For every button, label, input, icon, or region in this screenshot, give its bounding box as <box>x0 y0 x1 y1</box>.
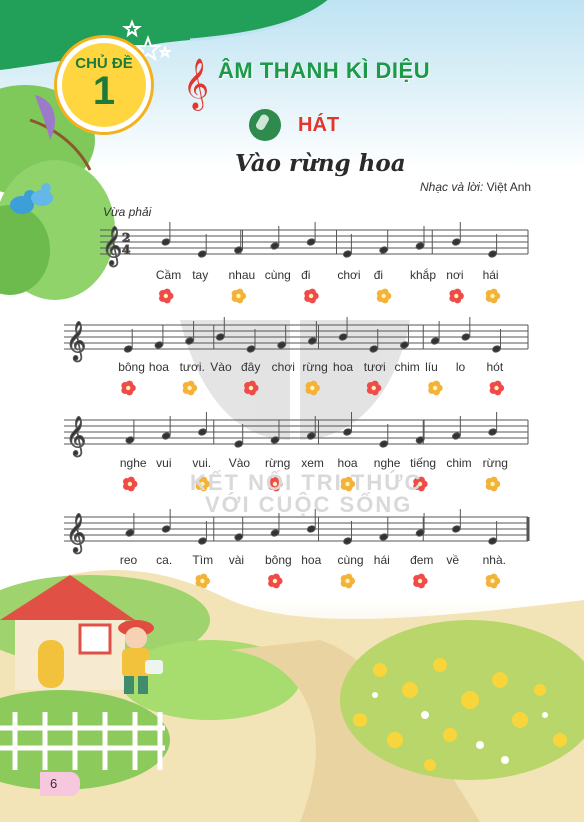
lyric-syllable: nhà. <box>482 553 506 567</box>
lyric-syllable: Tìm <box>192 553 214 567</box>
flower-icon <box>486 477 500 492</box>
lyric-syllable: rừng <box>482 456 508 470</box>
note-head <box>306 238 316 246</box>
flower-icon <box>341 574 355 589</box>
lyric-syllable: hoa <box>333 360 354 374</box>
song-credit <box>420 180 531 194</box>
note-head <box>452 238 462 246</box>
lyric-syllable: nghe <box>373 456 401 470</box>
note-head <box>198 428 208 436</box>
note-head <box>452 432 462 440</box>
watermark-line-2: VỚI CUỘC SỐNG <box>205 492 413 517</box>
lyric-syllable: về <box>446 553 460 567</box>
note-head <box>270 242 280 250</box>
flower-icon <box>232 289 246 304</box>
tempo-marking: Vừa phải <box>103 205 152 219</box>
note-head <box>154 341 164 349</box>
lyric-syllable: vui. <box>192 456 212 470</box>
note-head <box>452 525 462 533</box>
section-label: HÁT <box>298 114 340 136</box>
note-head <box>379 246 389 254</box>
topic-number: 1 <box>92 69 116 113</box>
lyric-syllable: đây <box>240 360 261 374</box>
flower-icon <box>449 289 463 304</box>
note-head <box>198 537 208 545</box>
note-head <box>197 250 207 258</box>
lyric-syllable: hái <box>482 268 499 282</box>
treble-clef-icon: 𝄞 <box>183 58 210 109</box>
topic-label: CHỦ ĐỀ <box>75 55 133 72</box>
lyric-syllable: tiếng <box>410 456 437 470</box>
lyric-syllable: rừng <box>302 360 328 374</box>
lyric-syllable: nghe <box>119 456 147 470</box>
credit-label: Nhạc và lời: <box>420 180 484 194</box>
treble-clef-icon: 𝄞 <box>102 226 123 266</box>
flower-icon <box>486 574 500 589</box>
lyric-syllable: Vào <box>210 360 232 374</box>
lyric-syllable: lo <box>455 360 466 374</box>
note-head <box>234 440 244 448</box>
flower-icon <box>183 381 197 396</box>
lyric-syllable: hoa <box>301 553 322 567</box>
lyric-syllable: hái <box>373 553 390 567</box>
lyric-syllable: rừng <box>264 456 291 470</box>
note-head <box>379 533 389 541</box>
flower-icon <box>377 289 391 304</box>
treble-clef-icon: 𝄞 <box>66 513 87 553</box>
lyric-syllable: tay <box>192 268 209 282</box>
note-head <box>461 333 471 341</box>
note-head <box>161 238 171 246</box>
page-tab <box>40 772 80 796</box>
lyric-syllable: chim <box>446 456 472 470</box>
lyric-syllable: cùng <box>264 268 291 282</box>
note-head <box>161 432 171 440</box>
lyric-syllable: nhau <box>228 268 256 282</box>
note-head <box>306 525 316 533</box>
note-head <box>125 436 135 444</box>
flower-icon <box>413 574 427 589</box>
watermark-logo <box>180 320 410 440</box>
lyric-syllable: Vào <box>228 456 251 470</box>
song-title: Vào rừng hoa <box>235 150 406 177</box>
note-head <box>270 529 280 537</box>
lyric-syllable: Cầm <box>155 268 182 282</box>
note-head <box>492 345 502 353</box>
page-number: 6 <box>50 776 58 791</box>
note-head <box>415 242 425 250</box>
lyric-syllable: chơi <box>271 360 295 374</box>
lyric-syllable: đi <box>373 268 384 282</box>
flower-icon <box>490 381 504 396</box>
lyric-syllable: bông <box>118 360 145 374</box>
treble-clef-icon: 𝄞 <box>66 416 87 456</box>
lyric-syllable: vui <box>156 456 172 470</box>
lyric-syllable: khắp <box>409 268 437 282</box>
svg-text:2: 2 <box>122 231 131 245</box>
lyric-syllable: hót <box>486 360 504 374</box>
svg-text:4: 4 <box>122 243 131 257</box>
lyric-syllable: đi <box>301 268 311 282</box>
note-head <box>343 428 353 436</box>
lyric-syllable: tươi <box>363 360 386 374</box>
treble-clef-icon: 𝄞 <box>66 321 87 361</box>
topic-badge <box>57 38 151 132</box>
lyric-syllable: reo <box>119 553 138 567</box>
note-head <box>125 529 135 537</box>
flower-icon <box>304 289 318 304</box>
lyric-syllable: ca. <box>156 553 173 567</box>
flower-icon <box>268 574 282 589</box>
note-head <box>234 246 244 254</box>
note-head <box>430 337 440 345</box>
lyric-syllable: chim <box>394 360 420 374</box>
note-head <box>343 250 353 258</box>
flower-icon <box>123 477 137 492</box>
watermark-line-1: KẾT NỐI TRI THỨC <box>190 470 423 495</box>
note-head <box>488 428 498 436</box>
credit-name: Việt Anh <box>486 180 532 194</box>
flower-icon <box>486 289 500 304</box>
note-head <box>379 440 389 448</box>
note-head <box>488 537 498 545</box>
note-head <box>161 525 171 533</box>
lyric-syllable: líu <box>425 360 438 374</box>
lyric-syllable: hoa <box>148 360 169 374</box>
note-head <box>343 537 353 545</box>
lyric-syllable: chơi <box>337 268 361 282</box>
lyric-syllable: cùng <box>337 553 364 567</box>
lyric-syllable: đem <box>410 553 434 567</box>
note-head <box>488 250 498 258</box>
flower-icon <box>428 381 442 396</box>
lyric-syllable: xem <box>301 456 324 470</box>
lyric-syllable: nơi <box>446 268 464 282</box>
flower-icon <box>159 289 173 304</box>
lyric-syllable: hoa <box>337 456 358 470</box>
lyric-syllable: tươi. <box>179 360 205 374</box>
note-head <box>123 345 133 353</box>
lyric-syllable: bông <box>264 553 292 567</box>
unit-title: ÂM THANH KÌ DIỆU <box>218 58 431 83</box>
lyric-syllable: vài <box>228 553 245 567</box>
flower-icon <box>121 381 135 396</box>
note-head <box>234 533 244 541</box>
